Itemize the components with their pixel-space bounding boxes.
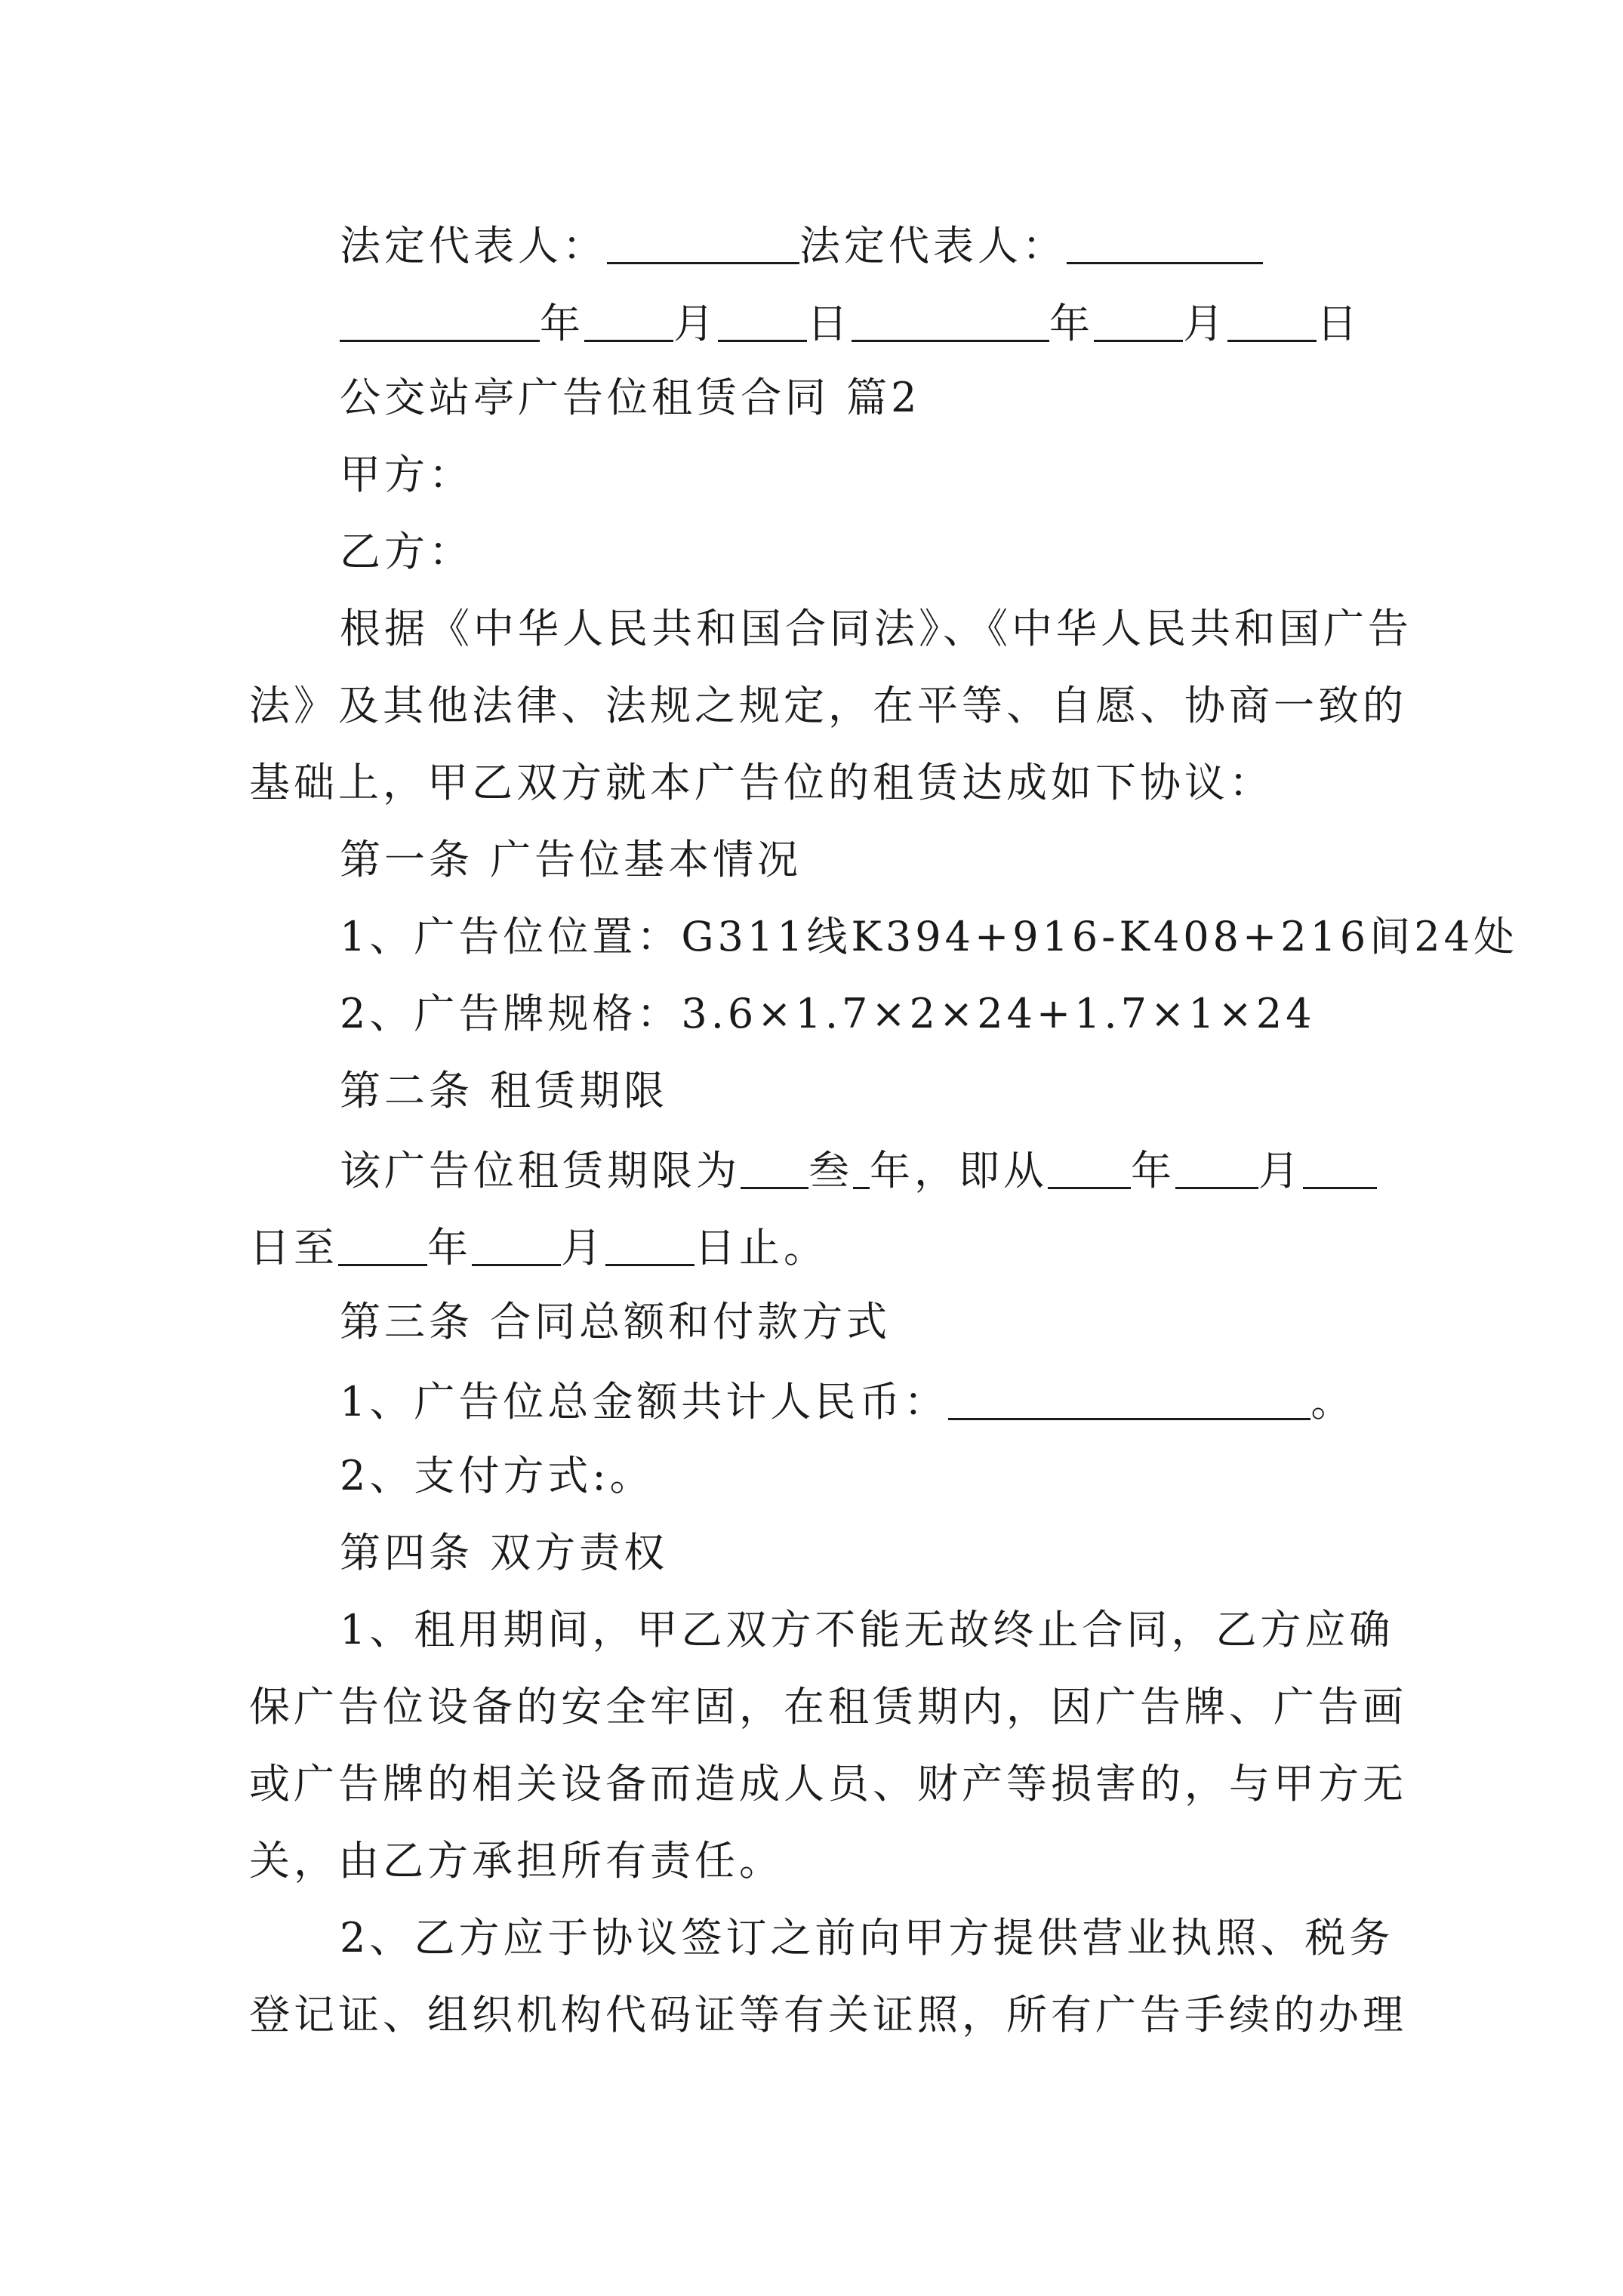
day-label: 日 [1317,300,1361,347]
term-text: 年，即从 [870,1147,1048,1194]
term-value: 叁 [808,1147,853,1194]
term-text: 日至 [249,1224,338,1271]
day-label: 日 [807,300,852,347]
month-label: 月 [561,1224,605,1271]
date-blank [338,1225,427,1266]
date-blank [1303,1148,1377,1189]
legal-rep-label-b: 法定代表人： [799,222,1067,270]
amount-blank [948,1379,1310,1420]
legal-rep-line [340,222,1480,270]
year-label: 年 [427,1224,472,1271]
article-1-item: 1、广告位位置：G311线K394+916-K408+216间24处 [340,913,1518,960]
year-label: 年 [1131,1147,1175,1194]
amount-label: 1、广告位总金额共计人民币： [340,1378,949,1425]
month-label: 月 [673,300,718,347]
month-label: 月 [1258,1147,1303,1194]
article-4-clause-line: 保广告位设备的安全牢固，在租赁期内，因广告牌、广告画 [249,1683,1407,1730]
article-4-clause-line: 或广告牌的相关设备而造成人员、财产等损害的，与甲方无 [249,1760,1407,1808]
year-label: 年 [540,300,584,347]
amount-end: 。 [1310,1378,1356,1425]
preamble-line: 法》及其他法律、法规之规定，在平等、自愿、协商一致的 [249,682,1407,729]
date-blank [718,300,807,342]
date-blank [605,1225,694,1266]
preamble-line: 基础上，甲乙双方就本广告位的租赁达成如下协议： [249,759,1273,806]
party-b-label: 乙方： [340,528,473,575]
preamble-line: 根据《中华人民共和国合同法》、《中华人民共和国广告 [340,605,1412,652]
article-4-clause-line: 1、租用期间，甲乙双方不能无故终止合同，乙方应确 [340,1606,1394,1653]
article-1-item: 2、广告牌规格：3.6×1.7×2×24+1.7×1×24 [340,990,1316,1037]
month-label: 月 [1183,300,1227,347]
article-3-title: 第三条 合同总额和付款方式 [340,1298,892,1345]
article-4-clause-line: 2、乙方应于协议签订之前向甲方提供营业执照、税务 [340,1914,1394,1962]
article-4-title: 第四条 双方责权 [340,1529,669,1576]
article-4-clause-line: 关，由乙方承担所有责任。 [249,1837,784,1885]
term-text: 日止。 [694,1224,828,1271]
article-3-item: 2、支付方式:。 [340,1452,654,1499]
party-a-label: 甲方： [340,451,473,498]
date-blank [472,1225,561,1266]
date-blank [1175,1148,1258,1189]
date-blank [1227,300,1317,342]
legal-rep-label-a: 法定代表人： [340,222,607,270]
date-blank [340,300,540,342]
signature-date-line [340,300,1480,347]
section-title: 公交站亭广告位租赁合同 篇2 [340,374,921,421]
term-text: 该广告位租赁期限为 [340,1147,741,1194]
article-2-term-line [340,1147,1480,1194]
article-1-title: 第一条 广告位基本情况 [340,836,802,883]
date-blank [1048,1148,1131,1189]
date-blank [584,300,673,342]
term-blank [853,1148,870,1189]
year-label: 年 [1049,300,1094,347]
article-2-term-line [249,1224,1389,1271]
legal-rep-blank-a [607,223,799,264]
article-2-title: 第二条 租赁期限 [340,1067,669,1114]
term-blank [741,1148,808,1189]
date-blank [1094,300,1183,342]
article-3-item [340,1378,1480,1425]
date-blank [852,300,1049,342]
article-4-clause-line: 登记证、组织机构代码证等有关证照，所有广告手续的办理 [249,1991,1407,2039]
legal-rep-blank-b [1067,223,1263,264]
